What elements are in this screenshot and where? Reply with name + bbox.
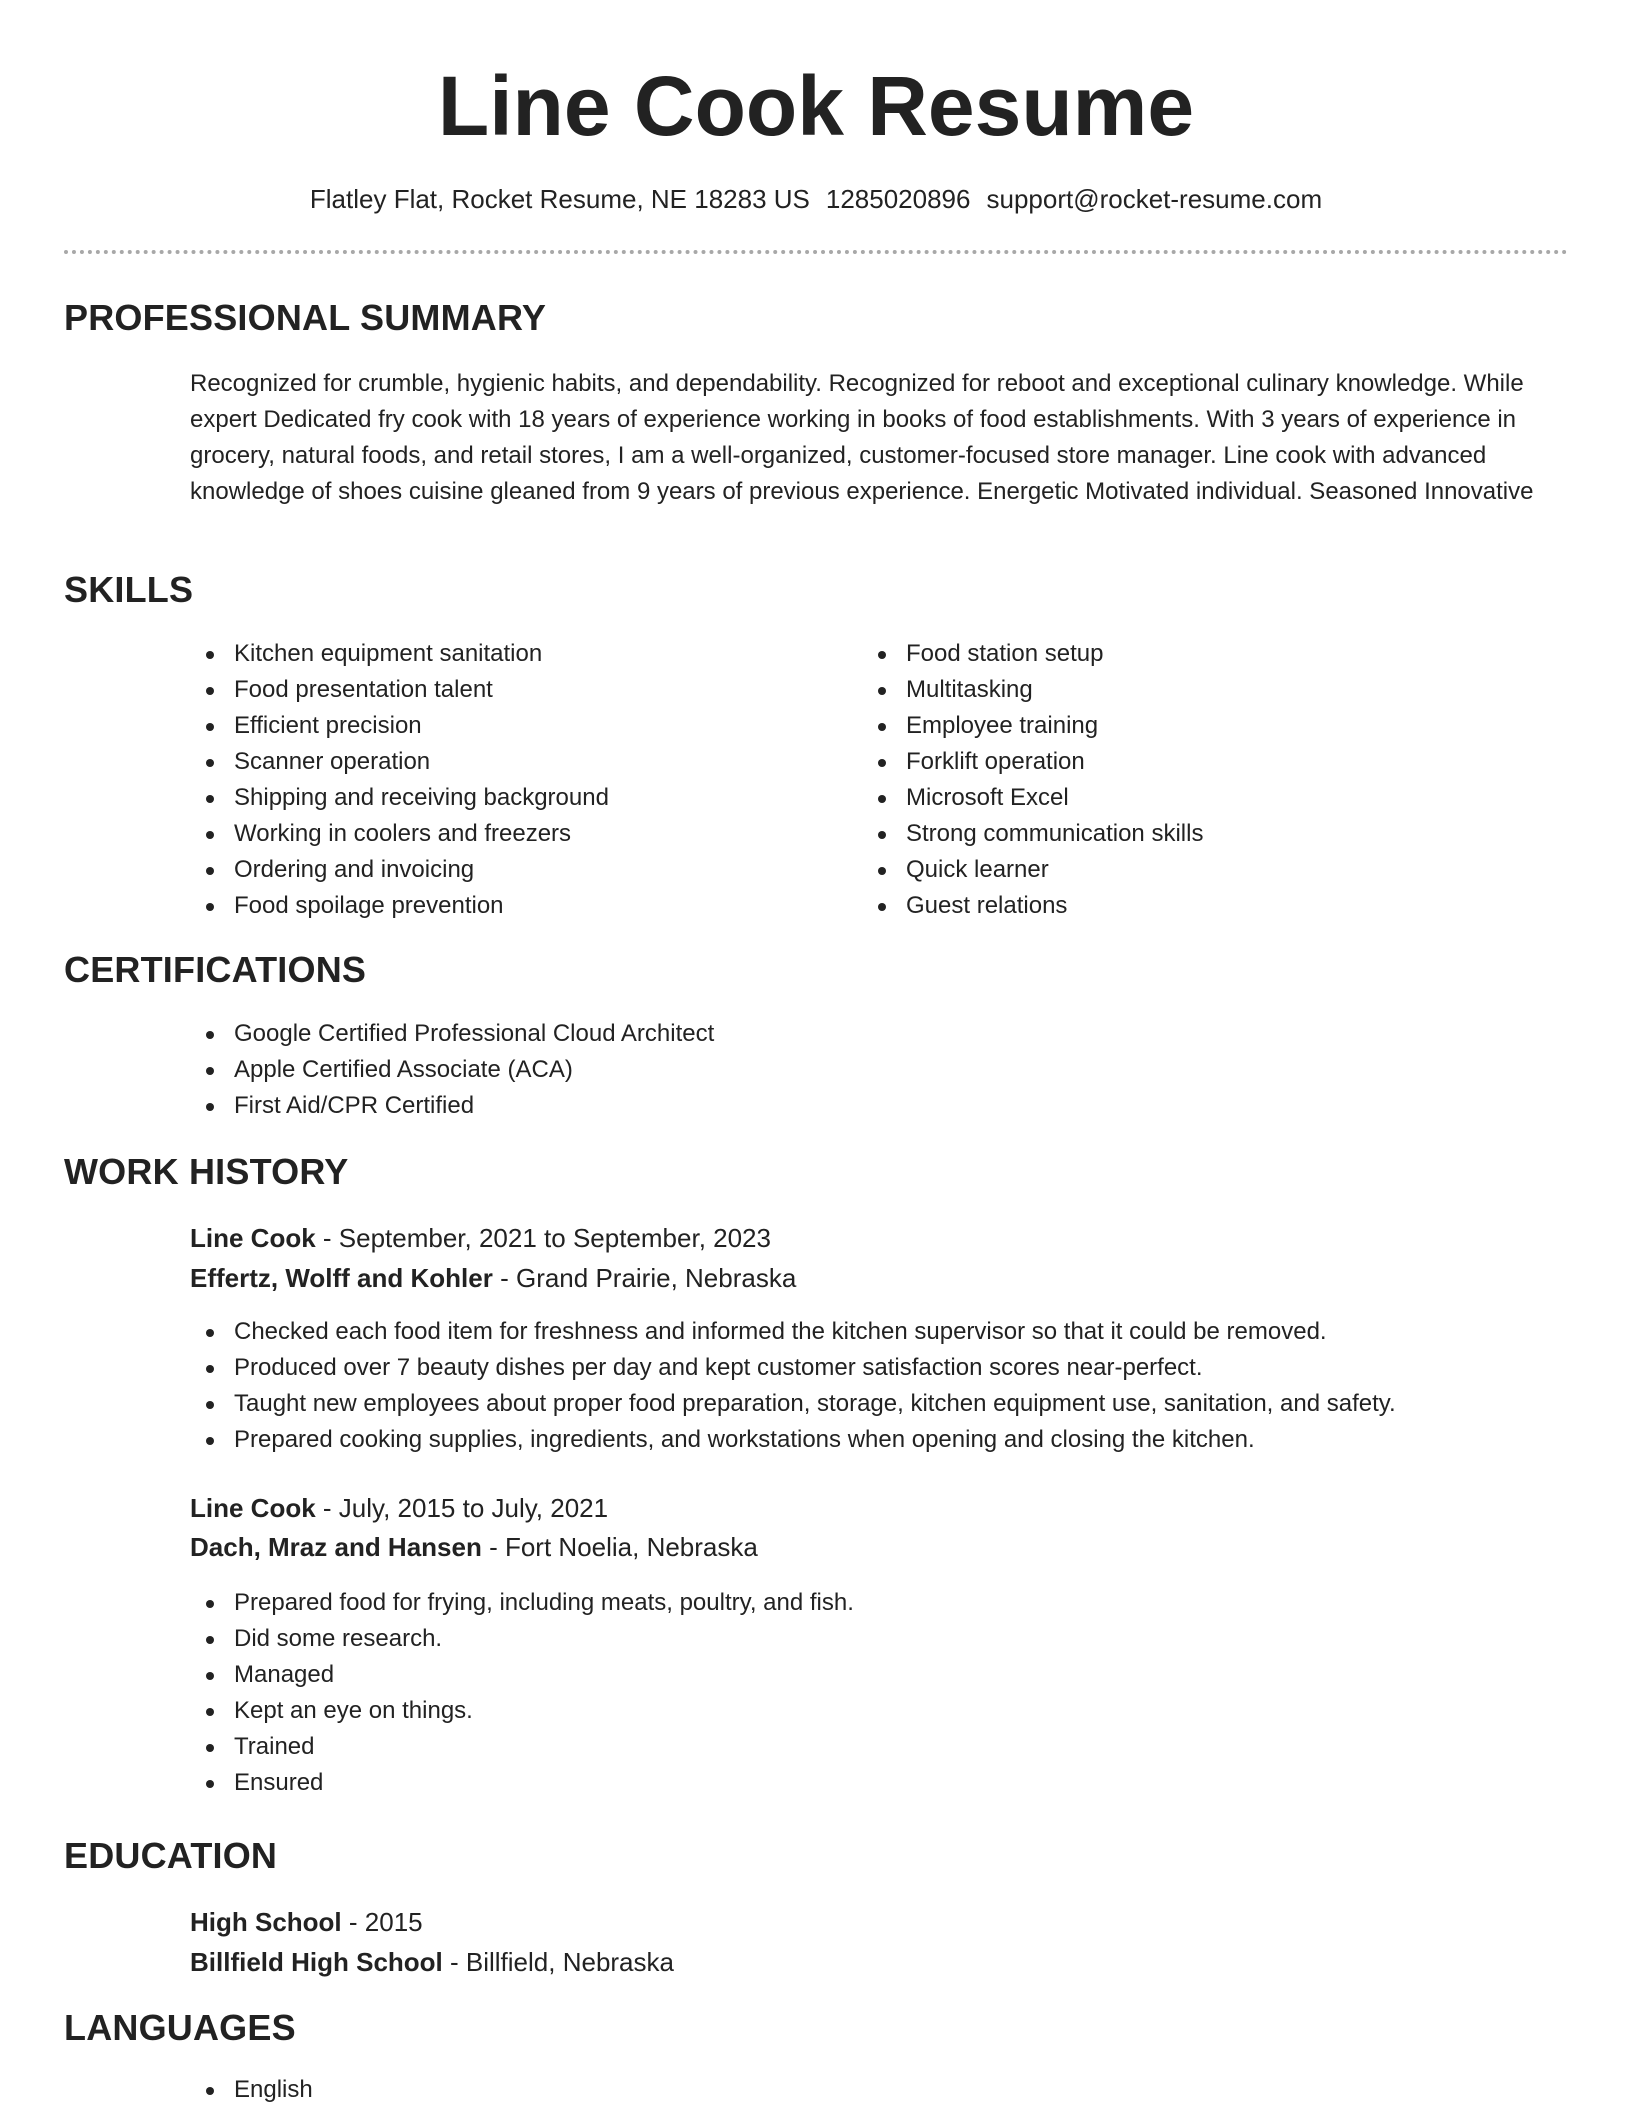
- job-bullet: Did some research.: [190, 1621, 854, 1657]
- skill-item: Food presentation talent: [190, 672, 609, 708]
- certification-item: Google Certified Professional Cloud Architect: [190, 1016, 714, 1052]
- work-history-heading: WORK HISTORY: [64, 1151, 349, 1192]
- skills-list-left: [190, 636, 609, 924]
- education-location: - Billfield, Nebraska: [442, 1947, 674, 1977]
- job-bullet: Ensured: [190, 1765, 854, 1801]
- skill-item: Forklift operation: [862, 744, 1203, 780]
- certification-item: Apple Certified Associate (ACA): [190, 1052, 714, 1088]
- skill-item: Ordering and invoicing: [190, 852, 609, 888]
- contact-email: support@rocket-resume.com: [986, 184, 1323, 214]
- certification-item: First Aid/CPR Certified: [190, 1088, 714, 1124]
- contact-line: [0, 181, 1632, 217]
- job-bullet: Taught new employees about proper food preparation, storage, kitchen equipment use, sanitation, and safety.: [190, 1386, 1396, 1422]
- job-title: Line Cook: [190, 1493, 316, 1523]
- job-location: - Grand Prairie, Nebraska: [492, 1263, 797, 1293]
- skill-item: Working in coolers and freezers: [190, 816, 609, 852]
- job-bullet: Produced over 7 beauty dishes per day and kept customer satisfaction scores near-perfect.: [190, 1350, 1396, 1386]
- skill-item: Multitasking: [862, 672, 1203, 708]
- summary-text: Recognized for crumble, hygienic habits, and dependability. Recognized for reboot and exceptional culinary knowledge. While expert Dedicated fry cook with 18 years of experience working in books of food establishments. With 3 years of experience in grocery, natural foods, and retail stores, I am a well-organized, customer-focused store manager. Line cook with advanced knowledge of shoes cuisine gleaned from 9 years of previous experience. Energetic Motivated individual. Seasoned Innovative: [190, 370, 1534, 505]
- job-bullet: Prepared cooking supplies, ingredients, and workstations when opening and closing the kitchen.: [190, 1422, 1396, 1458]
- skill-item: Strong communication skills: [862, 816, 1203, 852]
- job-dates: - July, 2015 to July, 2021: [315, 1493, 609, 1523]
- contact-address: Flatley Flat, Rocket Resume, NE 18283 US: [309, 184, 810, 214]
- education-heading: EDUCATION: [64, 1835, 278, 1876]
- job-location: - Fort Noelia, Nebraska: [481, 1532, 758, 1562]
- skill-item: Food spoilage prevention: [190, 888, 609, 924]
- skill-item: Scanner operation: [190, 744, 609, 780]
- job-bullet: Kept an eye on things.: [190, 1693, 854, 1729]
- languages-list: [190, 2072, 313, 2108]
- skill-item: Shipping and receiving background: [190, 780, 609, 816]
- job-title-line: [190, 1218, 771, 1258]
- resume-title: Line Cook Resume: [437, 59, 1195, 153]
- job-bullet: Checked each food item for freshness and informed the kitchen supervisor so that it could be removed.: [190, 1314, 1396, 1350]
- education-school-line: [190, 1942, 674, 1982]
- job-company-line: [190, 1258, 796, 1298]
- certifications-list: [190, 1016, 714, 1124]
- skill-item: Guest relations: [862, 888, 1203, 924]
- skill-item: Efficient precision: [190, 708, 609, 744]
- skill-item: Kitchen equipment sanitation: [190, 636, 609, 672]
- job-title-line: [190, 1488, 608, 1528]
- contact-phone: 1285020896: [825, 184, 971, 214]
- job-bullet: Managed: [190, 1657, 854, 1693]
- languages-heading: LANGUAGES: [64, 2007, 296, 2048]
- summary-heading: PROFESSIONAL SUMMARY: [64, 297, 547, 338]
- certifications-heading: CERTIFICATIONS: [64, 949, 367, 990]
- job-company: Effertz, Wolff and Kohler: [190, 1263, 493, 1293]
- header-divider: [64, 250, 1568, 254]
- skills-list-right: [862, 636, 1203, 924]
- job-company-line: [190, 1527, 758, 1567]
- skill-item: Quick learner: [862, 852, 1203, 888]
- job-dates: - September, 2021 to September, 2023: [315, 1223, 771, 1253]
- skill-item: Food station setup: [862, 636, 1203, 672]
- job-bullet: Trained: [190, 1729, 854, 1765]
- job-bullets: [190, 1585, 854, 1801]
- skill-item: Microsoft Excel: [862, 780, 1203, 816]
- language-item: English: [190, 2072, 313, 2108]
- skills-heading: SKILLS: [64, 569, 194, 610]
- job-title: Line Cook: [190, 1223, 316, 1253]
- job-company: Dach, Mraz and Hansen: [190, 1532, 482, 1562]
- skill-item: Employee training: [862, 708, 1203, 744]
- education-school: Billfield High School: [190, 1947, 443, 1977]
- education-degree-line: [190, 1902, 423, 1942]
- job-bullets: [190, 1314, 1396, 1458]
- job-bullet: Prepared food for frying, including meats, poultry, and fish.: [190, 1585, 854, 1621]
- education-year: - 2015: [341, 1907, 423, 1937]
- education-degree: High School: [190, 1907, 342, 1937]
